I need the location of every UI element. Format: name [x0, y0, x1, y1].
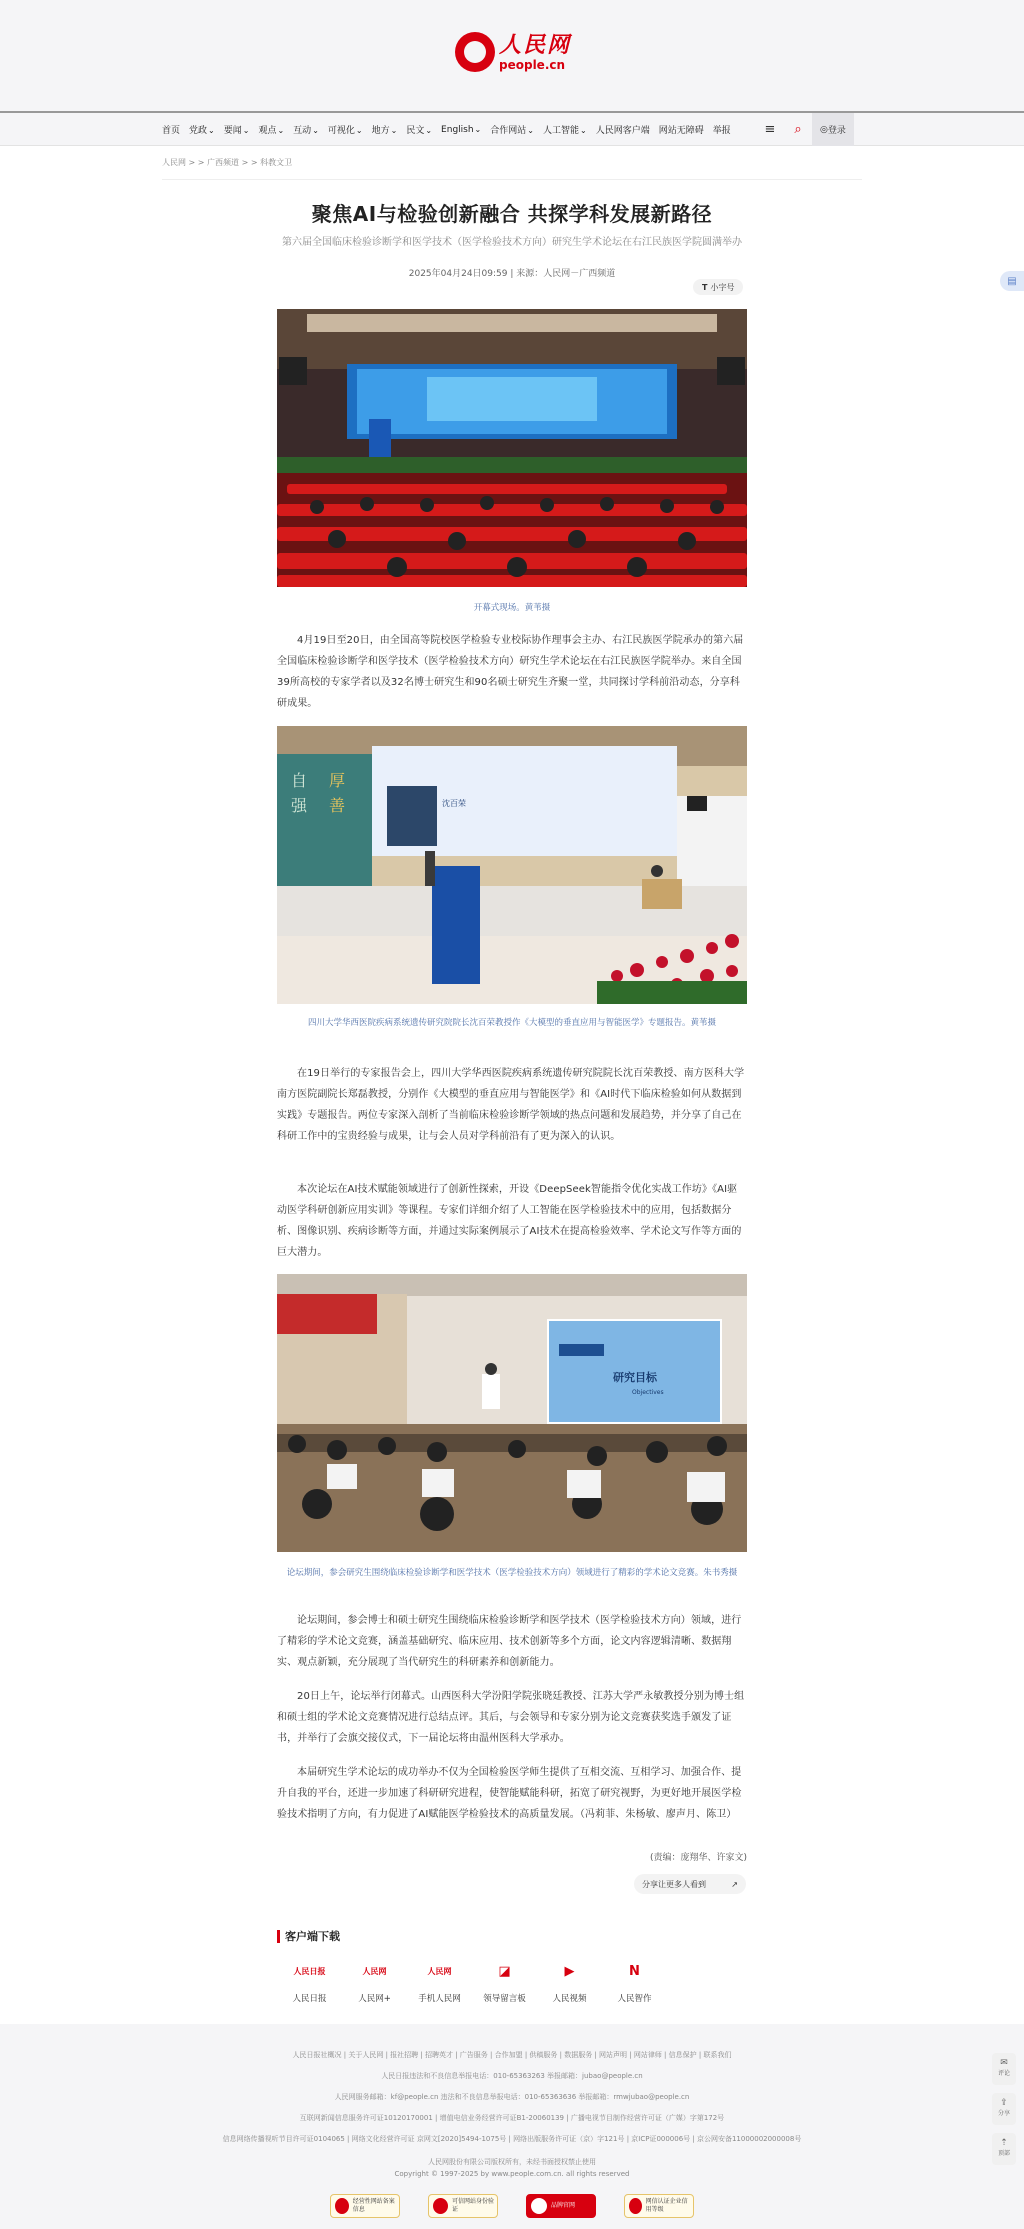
svg-text:善: 善: [329, 796, 346, 815]
side-tool-label: 评论: [997, 2070, 1010, 2077]
nav-item[interactable]: 网站无障碍: [658, 126, 704, 136]
font-icon: T: [702, 282, 708, 292]
nav-item[interactable]: 首页: [162, 126, 181, 136]
slide-speaker-name: 沈百荣: [442, 799, 466, 808]
photo-paper-competition: [277, 1274, 747, 1552]
comment-icon: ✉: [1000, 2058, 1008, 2068]
side-tool-label: 顶部: [997, 2150, 1010, 2157]
logo-text-cn: 人民网: [499, 31, 572, 58]
badge-icon: [629, 2198, 642, 2214]
article-meta: 2025年04月24日09:59 | 来源：人民网－广西频道: [408, 269, 616, 279]
app-logo-icon: 人民网: [362, 1966, 387, 1976]
share-icon: ↗: [731, 1879, 738, 1889]
footer-line: 人民网服务邮箱：kf@people.cn 违法和不良信息举报电话：010-65363636 举报邮箱：rmwjubao@people.cn: [334, 2093, 690, 2101]
feedback-tab-icon[interactable]: ▤: [1000, 271, 1024, 291]
article-paragraph: 在19日举行的专家报告会上，四川大学华西医院疾病系统遗传研究院院长沈百荣教授、南方医科大学南方医院副院长郑磊教授，分别作《大模型的垂直应用与智能医学》和《AI时代下临床检验如何从数据到实践》专题报告。两位专家深入剖析了当前临床检验诊断学领域的热点问题和发展趋势，并分享了自己在科研工作中的宝贵经验与成果，让与会人员对学科前沿有了更为深入的认识。: [277, 1068, 745, 1142]
side-tool-label: 分享: [997, 2110, 1010, 2117]
footer-line: 互联网新闻信息服务许可证10120170001 | 增值电信业务经营许可证B1-20060139 | 广播电视节目制作经营许可证（广媒）字第172号: [299, 2114, 725, 2122]
badge-label: 可信网站身份验证: [452, 2198, 495, 2213]
article-editor: (责编：庞翔华、许家文): [649, 1853, 747, 1863]
slide-title: 研究目标: [613, 1371, 657, 1384]
download-section-title: 客户端下载: [277, 1930, 340, 1943]
footer-links[interactable]: 人民日报社概况 | 关于人民网 | 报社招聘 | 招聘英才 | 广告服务 | 合作加盟 | 供稿服务 | 数据服务 | 网站声明 | 网站律师 | 信息保护 | 联系我们: [292, 2051, 732, 2059]
app-download-list: [277, 1960, 667, 2004]
app-download-item[interactable]: [472, 1960, 537, 2004]
app-label: 人民日报: [292, 1994, 327, 2004]
app-download-item[interactable]: [342, 1960, 407, 2004]
certification-badge[interactable]: [624, 2194, 694, 2218]
article-subtitle: 第六届全国临床检验诊断学和医学技术（医学检验技术方向）研究生学术论坛在右江民族医学院圆满举办: [282, 237, 742, 248]
nav-item[interactable]: 举报: [712, 126, 731, 136]
nav-item[interactable]: 地方 ⌄: [372, 123, 398, 136]
article-title: 聚焦AI与检验创新融合 共探学科发展新路径: [311, 202, 713, 226]
site-header: [0, 0, 1024, 113]
app-logo-icon: N: [629, 1963, 640, 1979]
nav-item[interactable]: 观点 ⌄: [258, 123, 284, 136]
badge-label: 品牌官网: [551, 2202, 576, 2209]
nav-item[interactable]: 民文 ⌄: [406, 123, 432, 136]
nav-item[interactable]: 可视化 ⌄: [328, 123, 363, 136]
nav-item[interactable]: 人民网客户端: [595, 126, 650, 136]
share-icon: ⇪: [1000, 2098, 1008, 2108]
nav-item[interactable]: English ⌄: [441, 125, 481, 135]
breadcrumb[interactable]: 人民网 > > 广西频道 > > 科教文卫: [162, 158, 293, 167]
nav-item[interactable]: 要闻 ⌄: [224, 123, 250, 136]
back-to-top-icon: ⇡: [1000, 2138, 1008, 2148]
search-icon[interactable]: ⌕: [794, 122, 802, 137]
login-button[interactable]: [812, 113, 854, 146]
app-label: 人民智作: [617, 1994, 652, 2004]
app-label: 人民视频: [552, 1994, 587, 2004]
app-label: 手机人民网: [418, 1994, 461, 2004]
app-label: 领导留言板: [483, 1994, 526, 2004]
share-label: 分享让更多人看到: [642, 1879, 706, 1889]
nav-item[interactable]: 党政 ⌄: [189, 123, 215, 136]
font-size-button[interactable]: [693, 279, 743, 295]
side-tool-button[interactable]: [992, 2133, 1016, 2165]
user-icon: ◎: [820, 124, 828, 135]
main-nav: [0, 113, 1024, 146]
svg-text:厚: 厚: [329, 771, 346, 790]
app-logo-icon: 人民日报: [293, 1966, 326, 1976]
photo-caption: 论坛期间，参会研究生围绕临床检验诊断学和医学技术（医学检验技术方向）领域进行了精彩的学术论文竞赛。朱书秀摄: [286, 1568, 738, 1578]
app-download-item[interactable]: [537, 1960, 602, 2004]
badge-icon: [531, 2198, 547, 2214]
logo-text-en: people.cn: [499, 57, 566, 72]
badge-label: 经营性网站备案信息: [352, 2198, 395, 2213]
article-paragraph: 20日上午，论坛举行闭幕式。山西医科大学汾阳学院张晓廷教授、江苏大学严永敏教授分别为博士组和硕士组的学术论文竞赛情况进行总结点评。其后，与会领导和专家分别为论文竞赛获奖选手颁发了证书，并举行了会旗交接仪式，下一届论坛将由温州医科大学承办。: [277, 1691, 745, 1744]
nav-item[interactable]: 合作网站 ⌄: [490, 123, 534, 136]
menu-icon[interactable]: ≡: [764, 122, 776, 137]
app-logo-icon: 人民网: [427, 1966, 452, 1976]
app-download-item[interactable]: [407, 1960, 472, 2004]
font-size-label: 小字号: [710, 282, 735, 292]
photo-caption: 开幕式现场。黄苇摄: [473, 603, 551, 613]
photo-keynote-speech: [277, 726, 747, 1004]
site-logo[interactable]: [455, 32, 571, 72]
footer-line: 人民日报违法和不良信息举报电话：010-65363263 举报邮箱：jubao@people.cn: [381, 2072, 643, 2080]
app-download-item[interactable]: [277, 1960, 342, 2004]
footer-copyright: Copyright © 1997-2025 by www.people.com.cn. all rights reserved: [394, 2170, 630, 2178]
svg-text:强: 强: [291, 796, 308, 815]
side-tool-button[interactable]: [992, 2053, 1016, 2085]
footer-line: 信息网络传播视听节目许可证0104065 | 网络文化经营许可证 京网文[2020]5494-1075号 | 网络出版服务许可证（京）字121号 | 京ICP证000006号 | 京公网安备11000002000008号: [222, 2135, 802, 2143]
login-label: 登录: [827, 126, 846, 136]
article-paragraph: 本次论坛在AI技术赋能领域进行了创新性探索，开设《DeepSeek智能指令优化实战工作坊》《AI驱动医学科研创新应用实训》等课程。专家们详细介绍了人工智能在医学检验技术中的应用，包括数据分析、图像识别、疾病诊断等方面，并通过实际案例展示了AI技术在提高检验效率、学术论文写作等方面的巨大潜力。: [277, 1184, 742, 1258]
slide-subtitle: Objectives: [632, 1389, 664, 1396]
nav-item[interactable]: 人工智能 ⌄: [543, 123, 587, 136]
share-button[interactable]: [634, 1874, 746, 1894]
app-logo-icon: ▶: [564, 1963, 575, 1979]
app-logo-icon: ◪: [498, 1963, 511, 1979]
article-paragraph: 论坛期间，参会博士和硕士研究生围绕临床检验诊断学和医学技术（医学检验技术方向）领域，进行了精彩的学术论文竞赛，涵盖基础研究、临床应用、技术创新等多个方面，论文内容逻辑清晰、数据翔实、观点新颖，充分展现了当代研究生的科研素养和创新能力。: [277, 1615, 742, 1668]
certification-badge[interactable]: [330, 2194, 400, 2218]
badge-label: 网信认证企业信用等级: [645, 2198, 688, 2213]
divider: [162, 179, 862, 180]
svg-text:自: 自: [291, 771, 308, 790]
logo-icon: [455, 32, 495, 72]
photo-caption: 四川大学华西医院疾病系统遗传研究院院长沈百荣教授作《大模型的垂直应用与智能医学》专题报告。黄苇摄: [307, 1018, 716, 1028]
footer-line: 人民网股份有限公司版权所有，未经书面授权禁止使用: [428, 2158, 596, 2166]
article-paragraph: 4月19日至20日，由全国高等院校医学检验专业校际协作理事会主办、右江民族医学院承办的第六届全国临床检验诊断学和医学技术（医学检验技术方向）研究生学术论坛在右江民族医学院举办。来自全国39所高校的专家学者以及32名博士研究生和90名硕士研究生齐聚一堂，共同探讨学科前沿动态，分享科研成果。: [277, 635, 744, 709]
app-download-item[interactable]: [602, 1960, 667, 2004]
badge-icon: [433, 2198, 448, 2214]
app-label: 人民网+: [358, 1994, 391, 2004]
photo-opening-ceremony: [277, 309, 747, 587]
certification-badge[interactable]: [428, 2194, 498, 2218]
nav-item[interactable]: 互动 ⌄: [293, 123, 319, 136]
badge-icon: [335, 2198, 349, 2214]
article-paragraph: 本届研究生学术论坛的成功举办不仅为全国检验医学师生提供了互相交流、互相学习、加强合作、提升自我的平台，还进一步加速了科研研究进程，使智能赋能科研，拓宽了研究视野，为更好地开展医学检验技术指明了方向，有力促进了AI赋能医学检验技术的高质量发展。（冯莉菲、朱杨敏、廖声月、陈卫）: [277, 1767, 742, 1820]
certification-badge[interactable]: [526, 2194, 596, 2218]
side-tool-button[interactable]: [992, 2093, 1016, 2125]
